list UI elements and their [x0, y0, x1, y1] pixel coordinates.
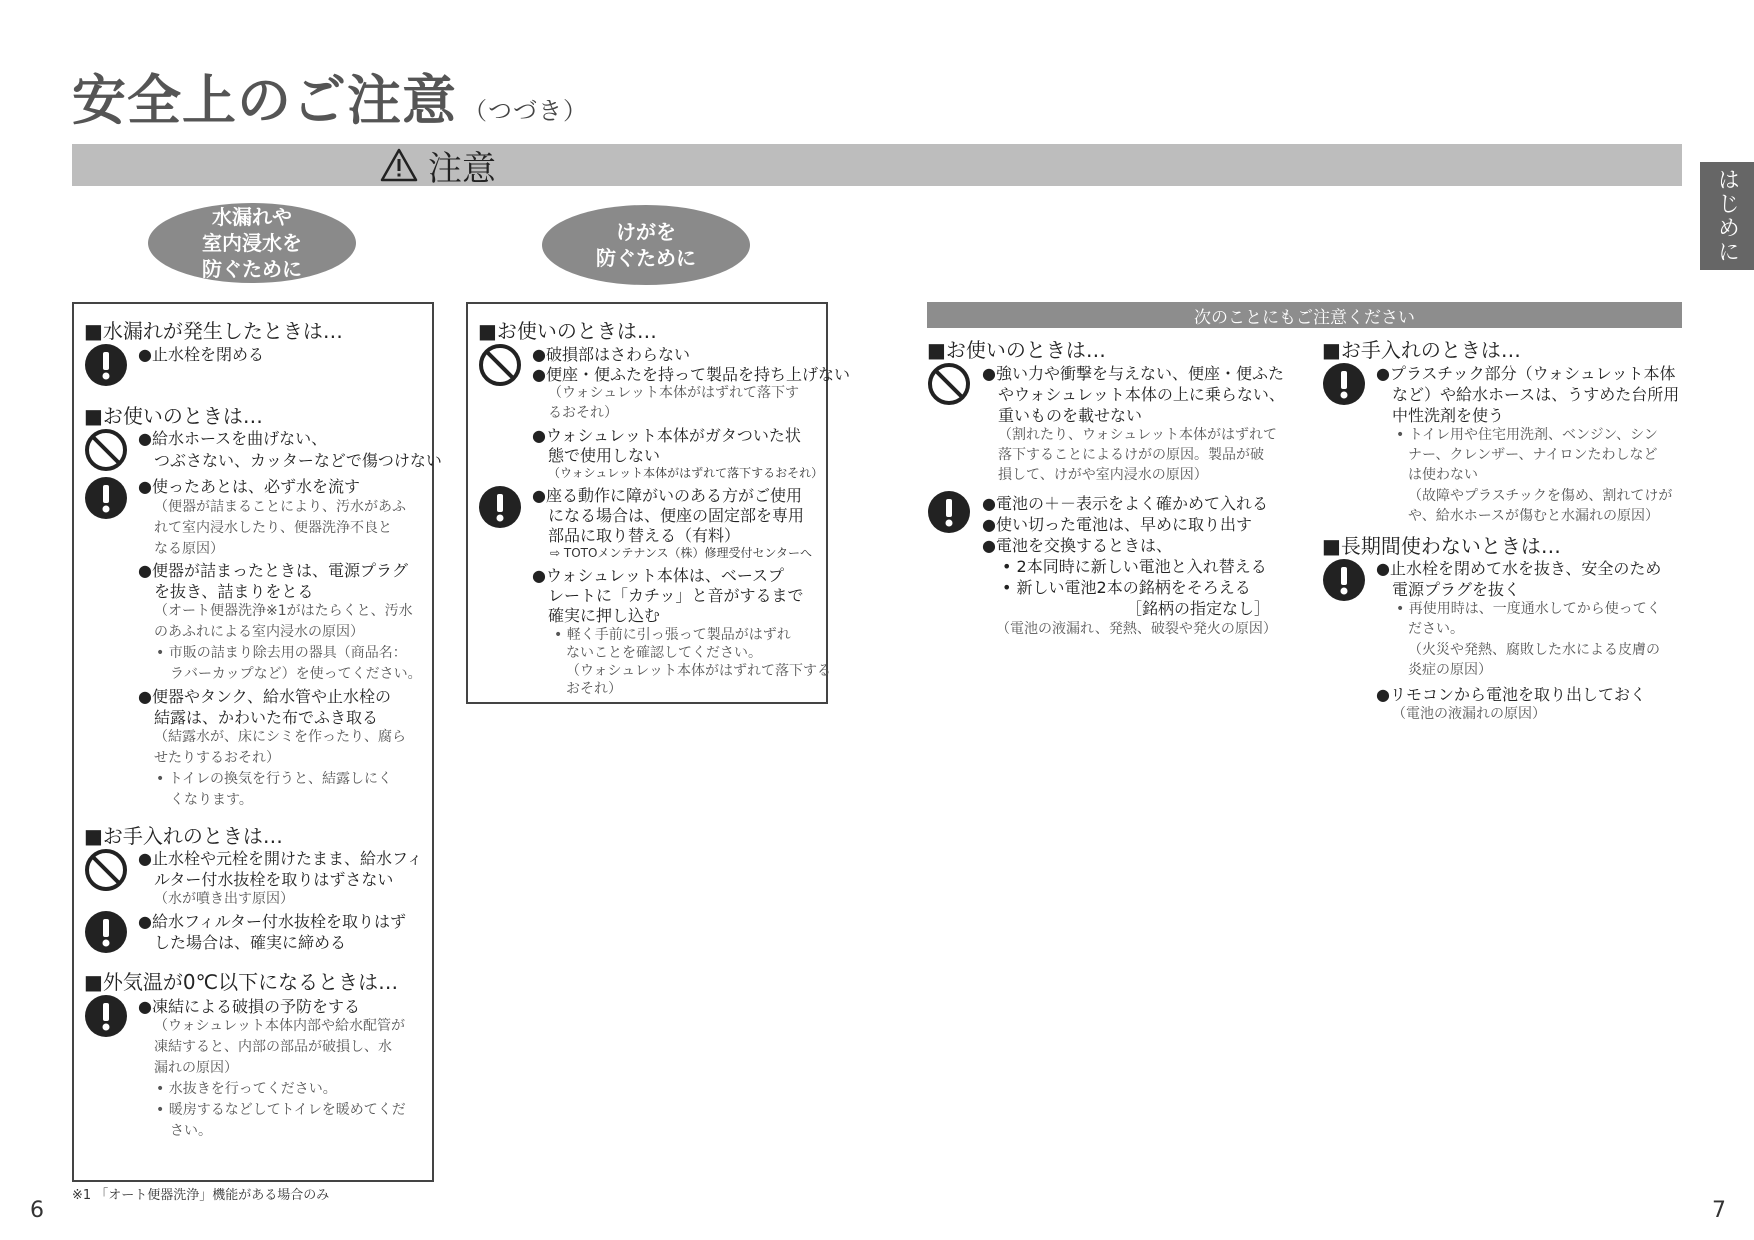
note-text: 損して、けがや室内浸水の原因）: [998, 467, 1208, 483]
note-text: は使わない: [1408, 467, 1478, 483]
list-item: ●使い切った電池は、早めに取り出す: [982, 515, 1252, 534]
note-text: • 軽く手前に引っ張って製品がはずれ: [554, 627, 791, 643]
list-item: ●ウォシュレット本体は、ベースプ: [532, 566, 785, 585]
mandatory-action-icon: [84, 994, 128, 1038]
list-item: 確実に押し込む: [548, 606, 661, 625]
list-item: 重いものを載せない: [998, 406, 1143, 425]
note-text: （ウォシュレット本体内部や給水配管が: [154, 1018, 406, 1034]
category-oval-injury: けがを 防ぐために: [542, 205, 750, 285]
note-text: くなります。: [170, 792, 253, 808]
list-item: ●凍結による破損の予防をする: [138, 997, 360, 1016]
list-item: ●使ったあとは、必ず水を流す: [138, 477, 360, 496]
note-text: 凍結すると、内部の部品が破損し、水: [154, 1039, 392, 1055]
list-item: 電源プラグを抜く: [1392, 580, 1521, 599]
note-text: • 水抜きを行ってください。: [156, 1081, 337, 1097]
list-item: した場合は、確実に締める: [154, 933, 347, 952]
list-item: ●便座・便ふたを持って製品を持ち上げない: [532, 365, 850, 384]
list-item: ●止水栓を閉める: [138, 345, 264, 364]
list-item: ●止水栓を閉めて水を抜き、安全のため: [1376, 559, 1662, 578]
note-text: や、給水ホースが傷むと水漏れの原因）: [1408, 508, 1660, 524]
list-item: ●給水ホースを曲げない、: [138, 429, 328, 448]
list-item: ●電池を交換するときは、: [982, 536, 1172, 555]
note-text: れて室内浸水したり、便器洗浄不良と: [154, 520, 392, 536]
page-title-text: 安全上のご注意: [72, 69, 457, 132]
note-text: • 再使用時は、一度通水してから使ってく: [1396, 601, 1661, 617]
list-item: ●ウォシュレット本体がガタついた状: [532, 426, 801, 445]
note-text: ナー、クレンザー、ナイロンたわしなど: [1408, 447, 1658, 463]
note-text: さい。: [170, 1123, 212, 1139]
note-text: （便器が詰まることにより、汚水があふ: [154, 499, 406, 515]
page-title: [72, 58, 588, 135]
note-text: （電池の液漏れ、発熱、破裂や発火の原因）: [996, 621, 1277, 637]
prohibition-icon: [478, 343, 522, 387]
list-item: • 新しい電池2本の銘柄をそろえる: [1002, 578, 1251, 597]
list-item: ●電池の＋－表示をよく確かめて入れる: [982, 494, 1268, 513]
mandatory-action-icon: [478, 485, 522, 529]
list-item: ●給水フィルター付水抜栓を取りはず: [138, 912, 407, 931]
note-text: （ウォシュレット本体がはずれて落下するおそれ）: [548, 466, 824, 480]
service-reference-link: ⇨ TOTOメンテナンス（株）修理受付センターへ: [550, 546, 812, 560]
list-item: ●座る動作に障がいのある方がご使用: [532, 486, 802, 505]
section-heading: ■外気温が0℃以下になるときは…: [84, 970, 399, 994]
section-heading: ■お使いのときは…: [927, 338, 1106, 362]
list-item: つぶさない、カッターなどで傷つけない: [154, 451, 442, 470]
note-text: （水が噴き出す原因）: [154, 891, 294, 907]
section-heading: ■お手入れのときは…: [84, 824, 283, 848]
mandatory-action-icon: [84, 476, 128, 520]
mandatory-action-icon: [84, 910, 128, 954]
list-item: ●強い力や衝撃を与えない、便座・便ふた: [982, 364, 1284, 383]
note-text: 漏れの原因）: [154, 1060, 238, 1076]
list-item: ●破損部はさわらない: [532, 345, 690, 364]
list-item: やウォシュレット本体の上に乗らない、: [998, 385, 1285, 404]
note-text: （割れたり、ウォシュレット本体がはずれて: [998, 427, 1278, 443]
list-item: 部品に取り替える（有料）: [548, 526, 741, 545]
note-text: • トイレの換気を行うと、結露しにく: [156, 771, 393, 787]
caution-triangle-icon: [380, 148, 418, 182]
list-item: ●リモコンから電池を取り出しておく: [1376, 685, 1646, 704]
note-text: • 市販の詰まり除去用の器具（商品名：: [156, 645, 407, 661]
list-item: になる場合は、便座の固定部を専用: [548, 506, 805, 525]
note-text: ないことを確認してください。: [566, 645, 762, 661]
note-text: ださい。: [1408, 621, 1464, 637]
note-text: （結露水が、床にシミを作ったり、腐ら: [154, 729, 406, 745]
page-number-left: 6: [30, 1198, 44, 1223]
list-item: ●便器やタンク、給水管や止水栓の: [138, 687, 392, 706]
caution-banner-label: [380, 144, 496, 189]
footnote: ※1 「オート便器洗浄」機能がある場合のみ: [72, 1188, 330, 1203]
section-side-tab[interactable]: はじめに: [1700, 162, 1754, 270]
list-item: ［銘柄の指定なし］: [1126, 599, 1271, 618]
prohibition-icon: [84, 848, 128, 892]
note-text: 落下することによるけがの原因。製品が破: [998, 447, 1264, 463]
list-item: を抜き、詰まりをとる: [154, 582, 314, 601]
section-heading: ■お手入れのときは…: [1322, 338, 1521, 362]
list-item: 中性洗剤を使う: [1392, 406, 1505, 425]
note-text: せたりするおそれ）: [154, 750, 280, 766]
note-text: （火災や発熱、腐敗した水による皮膚の: [1408, 642, 1660, 658]
list-item: 結露は、かわいた布でふき取る: [154, 708, 379, 727]
page-title-sub: （つづき）: [463, 97, 588, 125]
note-text: • 暖房するなどしてトイレを暖めてくだ: [156, 1102, 406, 1118]
note-text: （ウォシュレット本体がはずれて落下す: [548, 385, 800, 401]
additional-notes-strip: 次のことにもご注意ください: [927, 302, 1682, 328]
prohibition-icon: [927, 362, 971, 406]
list-item: など）や給水ホースは、うすめた台所用: [1392, 385, 1680, 404]
caution-banner: [72, 144, 1682, 186]
list-item: ●便器が詰まったときは、電源プラグ: [138, 561, 408, 580]
note-text: のあふれによる室内浸水の原因）: [154, 624, 364, 640]
page-number-right: 7: [1712, 1198, 1726, 1223]
mandatory-action-icon: [1322, 558, 1366, 602]
note-text: るおそれ）: [548, 405, 618, 421]
note-text: ラバーカップなど）を使ってください。: [170, 666, 422, 682]
mandatory-action-icon: [1322, 362, 1366, 406]
note-text: （故障やプラスチックを傷め、割れてけが: [1408, 488, 1673, 504]
section-heading: ■長期間使わないときは…: [1322, 534, 1561, 558]
note-text: なる原因）: [154, 541, 224, 557]
mandatory-action-icon: [927, 490, 971, 534]
prohibition-icon: [84, 428, 128, 472]
section-heading: ■お使いのときは…: [478, 319, 657, 343]
note-text: （電池の液漏れの原因）: [1392, 706, 1546, 722]
list-item: ルター付水抜栓を取りはずさない: [154, 870, 394, 889]
caution-banner-text: 注意: [428, 148, 496, 189]
section-heading: ■水漏れが発生したときは…: [84, 319, 343, 343]
note-text: 炎症の原因）: [1408, 662, 1492, 678]
list-item: レートに「カチッ」と音がするまで: [548, 586, 804, 605]
list-item: ●プラスチック部分（ウォシュレット本体: [1376, 364, 1676, 383]
note-text: （オート便器洗浄※1がはたらくと、汚水: [154, 603, 413, 619]
list-item: • 2本同時に新しい電池と入れ替える: [1002, 557, 1267, 576]
note-text: （ウォシュレット本体がはずれて落下する: [566, 663, 832, 679]
category-oval-water-leak: 水漏れや 室内浸水を 防ぐために: [148, 203, 356, 283]
note-text: おそれ）: [566, 681, 622, 697]
list-item: ●止水栓や元栓を開けたまま、給水フィ: [138, 849, 423, 868]
section-heading: ■お使いのときは…: [84, 404, 263, 428]
list-item: 態で使用しない: [548, 446, 661, 465]
note-text: • トイレ用や住宅用洗剤、ベンジン、シン: [1396, 427, 1658, 443]
mandatory-action-icon: [84, 343, 128, 387]
